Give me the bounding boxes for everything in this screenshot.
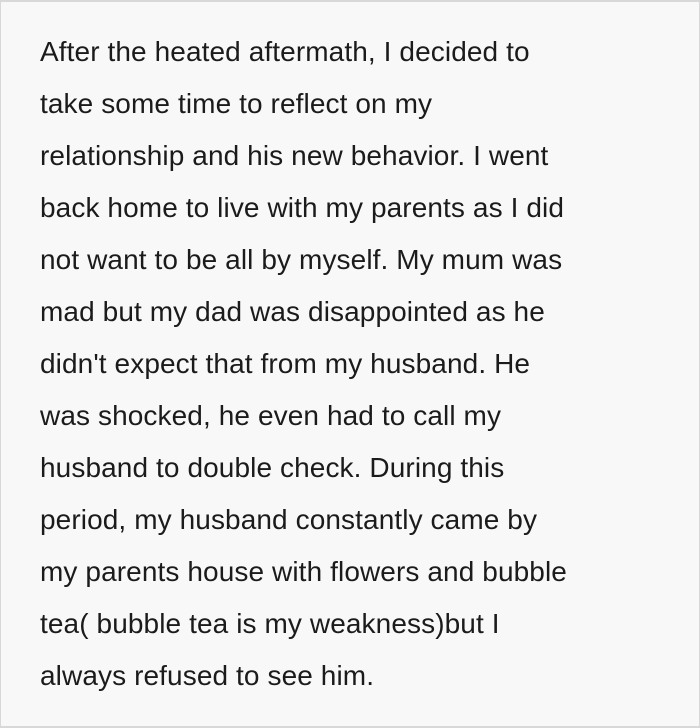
- text-line: didn't expect that from my husband. He: [40, 348, 531, 379]
- text-line: relationship and his new behavior. I went: [40, 140, 549, 171]
- text-line: take some time to reflect on my: [40, 88, 433, 119]
- text-line: husband to double check. During this: [40, 452, 505, 483]
- text-line: always refused to see him.: [40, 660, 375, 691]
- text-line: was shocked, he even had to call my: [40, 400, 502, 431]
- text-line: my parents house with flowers and bubble: [40, 556, 567, 587]
- text-line: period, my husband constantly came by: [40, 504, 538, 535]
- text-line: After the heated aftermath, I decided to: [40, 36, 530, 67]
- text-line: back home to live with my parents as I did: [40, 192, 564, 223]
- text-line: not want to be all by myself. My mum was: [40, 244, 563, 275]
- text-line: tea( bubble tea is my weakness)but I: [40, 608, 500, 639]
- text-line: mad but my dad was disappointed as he: [40, 296, 545, 327]
